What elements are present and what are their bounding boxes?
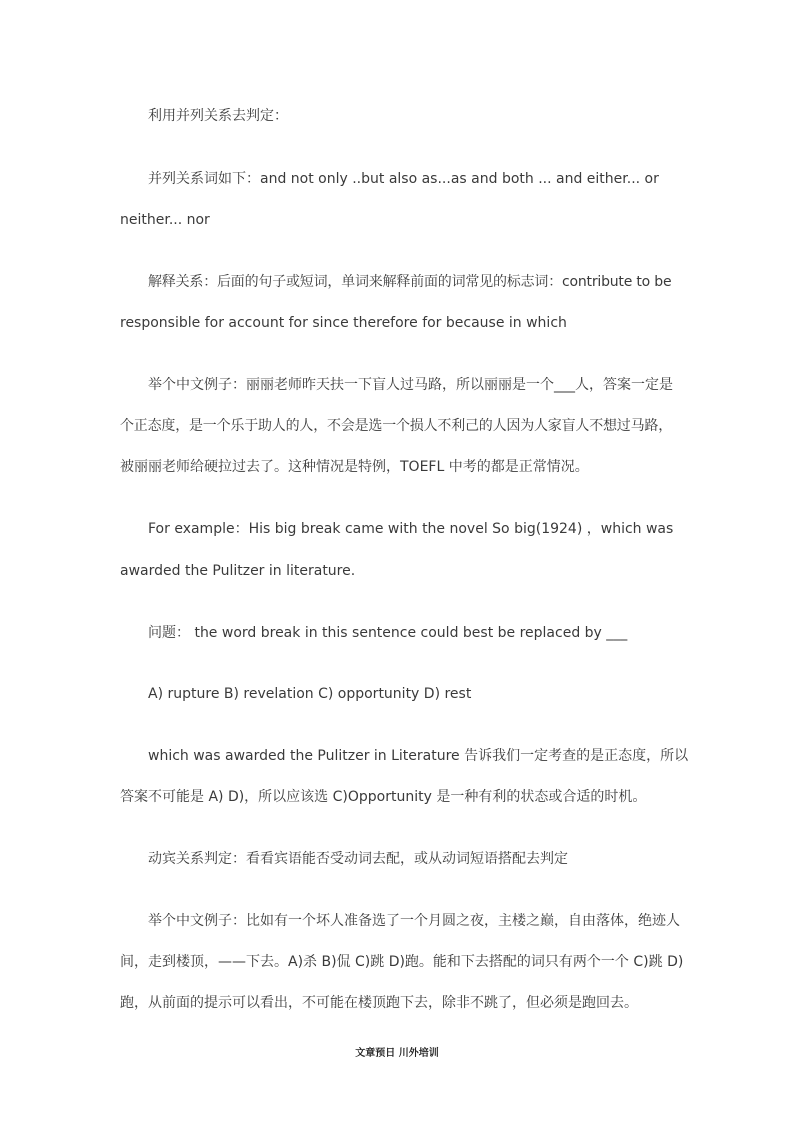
chinese-example-2-line-2: 间，走到楼顶，——下去。A)杀 B)侃 C)跳 D)跑。能和下去搭配的词只有两个一个 C)跳 D) <box>120 954 684 970</box>
parallel-words-line-1: 并列关系词如下：and not only ..but also as...as and both ... and either... or <box>148 171 659 187</box>
answer-explanation-line-1: which was awarded the Pulitzer in Literature 告诉我们一定考查的是正态度，所以 <box>148 748 689 764</box>
answer-explanation-line-2: 答案不可能是 A) D)，所以应该选 C)Opportunity 是一种有利的状态或合适的时机。 <box>120 789 647 805</box>
question-line: 问题： the word break in this sentence could best be replaced by ___ <box>148 625 628 641</box>
verb-object-heading: 动宾关系判定：看看宾语能否受动词去配，或从动词短语搭配去判定 <box>148 851 568 867</box>
paragraph-parallel-heading: 利用并列关系去判定： <box>148 108 288 124</box>
explanation-line-2: responsible for account for since therefore for because in which <box>120 315 567 331</box>
parallel-words-line-2: neither... nor <box>120 212 210 228</box>
answer-options-line: A) rupture B) revelation C) opportunity D) rest <box>148 686 472 702</box>
page-footer: 文章预日 川外培训 <box>355 1048 439 1059</box>
chinese-example-1-line-2: 个正态度，是一个乐于助人的人，不会是选一个损人不利己的人因为人家盲人不想过马路， <box>120 418 672 434</box>
chinese-example-2-line-1: 举个中文例子：比如有一个坏人准备选了一个月圆之夜，主楼之巅，自由落体，绝迹人 <box>148 913 680 929</box>
chinese-example-1-line-1: 举个中文例子：丽丽老师昨天扶一下盲人过马路，所以丽丽是一个___人，答案一定是 <box>148 377 673 393</box>
english-example-line-2: awarded the Pulitzer in literature. <box>120 563 356 579</box>
chinese-example-2-line-3: 跑，从前面的提示可以看出，不可能在楼顶跑下去，除非不跳了，但必须是跑回去。 <box>120 995 638 1011</box>
english-example-line-1: For example：His big break came with the novel So big(1924) ，which was <box>148 521 674 537</box>
chinese-example-1-line-3: 被丽丽老师给硬拉过去了。这种情况是特例，TOEFL 中考的都是正常情况。 <box>120 459 589 475</box>
explanation-line-1: 解释关系：后面的句子或短词，单词来解释前面的词常见的标志词：contribute to be <box>148 274 672 290</box>
